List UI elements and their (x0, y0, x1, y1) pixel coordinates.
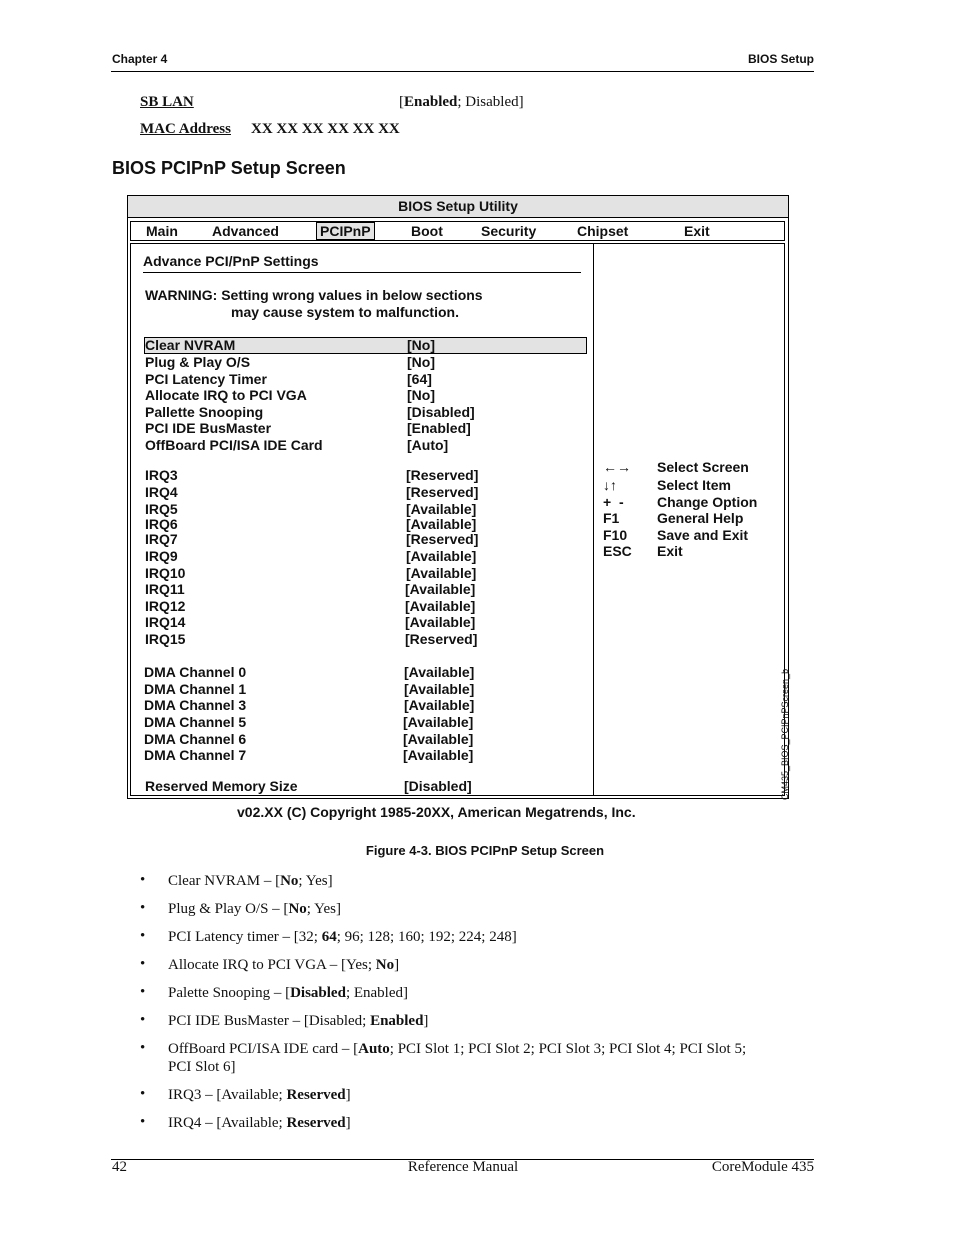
dma-value[interactable]: [Available] (403, 747, 474, 763)
subheading-rule (143, 272, 581, 273)
left-right-arrows-icon: ←→ (603, 459, 631, 475)
bullet-default-value: No (280, 873, 299, 889)
setting-label[interactable]: PCI Latency Timer (145, 371, 267, 387)
help-key: F1 (603, 510, 620, 526)
irq-label[interactable]: IRQ4 (145, 484, 178, 500)
irq-value[interactable]: [Reserved] (406, 531, 479, 547)
bullet-text: ; Yes] (298, 873, 333, 889)
header-rule (111, 71, 814, 72)
dma-value[interactable]: [Available] (403, 731, 474, 747)
bullet-icon: • (140, 1012, 146, 1028)
setting-value[interactable]: [Disabled] (407, 404, 475, 420)
bullet-default-value: No (375, 957, 395, 973)
setting-value[interactable]: [64] (407, 371, 432, 387)
setting-label[interactable]: PCI IDE BusMaster (145, 420, 272, 436)
figure-caption (0, 843, 954, 858)
setting-value[interactable]: [Enabled] (407, 420, 471, 436)
dma-label[interactable]: DMA Channel 3 (144, 697, 247, 713)
irq-label[interactable]: IRQ3 (145, 467, 178, 483)
setting-label[interactable]: Plug & Play O/S (145, 354, 251, 370)
help-action: Save and Exit (657, 527, 749, 543)
irq-label[interactable]: IRQ11 (145, 581, 185, 597)
sb-lan-open: [ (399, 94, 404, 110)
dma-value[interactable]: [Available] (404, 681, 475, 697)
bullet-item (168, 928, 788, 946)
bullet-text: OffBoard PCI/ISA IDE card – [ (168, 1041, 359, 1057)
bullet-icon: • (140, 872, 146, 888)
irq-label[interactable]: IRQ14 (145, 614, 186, 630)
bullet-icon: • (140, 984, 146, 1000)
irq-value[interactable]: [Available] (405, 614, 476, 630)
bullet-text: ; PCI Slot 1; PCI Slot 2; PCI Slot 3; PCI Slot 4; PCI Slot 5; (389, 1041, 747, 1057)
bullet-item (168, 1040, 788, 1076)
irq-label[interactable]: IRQ9 (145, 548, 178, 564)
setting-value[interactable]: [No] (407, 354, 435, 370)
bios-copyright: v02.XX (C) Copyright 1985-20XX, American Megatrends, Inc. (237, 804, 636, 820)
bullet-icon: • (140, 1114, 146, 1130)
irq-label[interactable]: IRQ7 (145, 531, 178, 547)
irq-label[interactable]: IRQ5 (145, 501, 178, 517)
bullet-default-value: Reserved (286, 1115, 346, 1131)
figure-id-vertical (780, 660, 794, 800)
help-key: F10 (603, 527, 628, 543)
bullet-text: Plug & Play O/S – [ (168, 901, 289, 917)
bullet-item (168, 1086, 788, 1104)
bullet-default-value: Disabled (290, 985, 346, 1001)
tab-pcipnp[interactable]: PCIPnP (316, 222, 375, 240)
irq-value[interactable]: [Reserved] (406, 484, 479, 500)
irq-label[interactable]: IRQ15 (145, 631, 186, 647)
setting-value[interactable]: [No] (407, 337, 435, 353)
bullet-text: IRQ4 – [Available; (168, 1115, 287, 1131)
chapter-label: Chapter 4 (112, 52, 168, 66)
bullet-icon: • (140, 900, 146, 916)
sb-lan-rest: ; Disabled] (457, 94, 524, 110)
figure-id-text: CM435_BIOS_PCIPnPScreen_b (780, 668, 790, 800)
bullet-text: ] (345, 1087, 351, 1103)
bullet-item (168, 872, 788, 890)
bullet-icon: • (140, 1086, 146, 1102)
setting-value[interactable]: [Auto] (407, 437, 449, 453)
irq-label[interactable]: IRQ10 (145, 565, 186, 581)
bullet-item (168, 1012, 788, 1030)
help-key: + - (603, 494, 624, 510)
help-action: Select Item (657, 477, 731, 493)
sb-lan-default: Enabled (404, 94, 458, 110)
bullet-text: ; Yes] (306, 901, 341, 917)
irq-value[interactable]: [Available] (406, 565, 477, 581)
tab-exit[interactable]: Exit (684, 223, 710, 239)
footer-product: CoreModule 435 (711, 1159, 814, 1175)
footer-title: Reference Manual (407, 1159, 519, 1175)
dma-label[interactable]: DMA Channel 7 (144, 747, 247, 763)
bullet-default-value: Auto (358, 1041, 390, 1057)
bullet-text: ] (394, 957, 400, 973)
tab-advanced[interactable]: Advanced (212, 223, 279, 239)
reserved-memory-label[interactable]: Reserved Memory Size (145, 778, 298, 794)
bullet-item (168, 900, 788, 918)
tab-chipset[interactable]: Chipset (577, 223, 629, 239)
tab-main[interactable]: Main (146, 223, 178, 239)
figure-caption-text: Figure 4-3. BIOS PCIPnP Setup Screen (365, 843, 605, 858)
up-down-arrows-icon: ↓↑ (603, 477, 617, 493)
bullet-text: Clear NVRAM – [ (168, 873, 281, 889)
irq-value[interactable]: [Available] (406, 516, 477, 532)
sb-lan-options (399, 94, 524, 111)
help-key: ESC (603, 543, 632, 559)
irq-label[interactable]: IRQ12 (145, 598, 186, 614)
section-label: BIOS Setup (747, 52, 814, 66)
bios-subheading: Advance PCI/PnP Settings (143, 253, 319, 269)
irq-label[interactable]: IRQ6 (145, 516, 178, 532)
bullet-text: PCI IDE BusMaster – [Disabled; (168, 1013, 371, 1029)
bullet-text: Palette Snooping – [ (168, 985, 291, 1001)
dma-label[interactable]: DMA Channel 0 (144, 664, 247, 680)
mac-address-value: XX XX XX XX XX XX (251, 121, 400, 137)
bios-title: BIOS Setup Utility (398, 198, 518, 214)
bullet-text: ; Enabled] (345, 985, 408, 1001)
irq-value[interactable]: [Available] (406, 548, 477, 564)
help-action: Change Option (657, 494, 758, 510)
setting-label[interactable]: OffBoard PCI/ISA IDE Card (145, 437, 323, 453)
bullet-icon: • (140, 1040, 146, 1056)
dma-label[interactable]: DMA Channel 5 (144, 714, 247, 730)
dma-value[interactable]: [Available] (403, 714, 474, 730)
bullet-item (168, 984, 788, 1002)
reserved-memory-value[interactable]: [Disabled] (404, 778, 472, 794)
setting-value[interactable]: [No] (407, 387, 435, 403)
bullet-text: ] (345, 1115, 351, 1131)
irq-value[interactable]: [Available] (406, 501, 477, 517)
bullet-icon: • (140, 928, 146, 944)
bullet-text: ] (423, 1013, 429, 1029)
irq-value[interactable]: [Available] (405, 581, 476, 597)
bullet-default-value: Reserved (286, 1087, 346, 1103)
bullet-item (168, 956, 788, 974)
mac-address-label: MAC Address (140, 121, 231, 137)
bullet-text: PCI Slot 6] (168, 1059, 236, 1075)
dma-label[interactable]: DMA Channel 1 (144, 681, 247, 697)
page-number: 42 (112, 1159, 127, 1175)
warning-line-1: WARNING: Setting wrong values in below sections (145, 287, 483, 303)
dma-value[interactable]: [Available] (404, 664, 475, 680)
bullet-default-value: No (288, 901, 307, 917)
help-action: Exit (657, 543, 683, 559)
dma-label[interactable]: DMA Channel 6 (144, 731, 247, 747)
bullet-text: Allocate IRQ to PCI VGA – [Yes; (168, 957, 376, 973)
setting-label[interactable]: Allocate IRQ to PCI VGA (145, 387, 307, 403)
setting-label[interactable]: Clear NVRAM (145, 337, 236, 353)
bullet-text: IRQ3 – [Available; (168, 1087, 287, 1103)
irq-value[interactable]: [Available] (405, 598, 476, 614)
bullet-text: ; 96; 128; 160; 192; 224; 248] (336, 929, 517, 945)
bullet-item (168, 1114, 788, 1132)
bios-panel-divider (593, 243, 594, 796)
bullet-icon: • (140, 956, 146, 972)
warning-line-2: may cause system to malfunction. (231, 304, 459, 320)
help-action: Select Screen (657, 459, 749, 475)
irq-value[interactable]: [Reserved] (406, 467, 479, 483)
bullet-text: PCI Latency timer – [32; (168, 929, 322, 945)
dma-value[interactable]: [Available] (404, 697, 475, 713)
tab-boot[interactable]: Boot (411, 223, 443, 239)
irq-value[interactable]: [Reserved] (405, 631, 478, 647)
bullet-default-value: 64 (321, 929, 337, 945)
tab-security[interactable]: Security (481, 223, 537, 239)
help-action: General Help (657, 510, 744, 526)
bullet-default-value: Enabled (370, 1013, 424, 1029)
section-title: BIOS PCIPnP Setup Screen (112, 158, 346, 178)
setting-label[interactable]: Pallette Snooping (145, 404, 264, 420)
sb-lan-label: SB LAN (140, 94, 194, 110)
